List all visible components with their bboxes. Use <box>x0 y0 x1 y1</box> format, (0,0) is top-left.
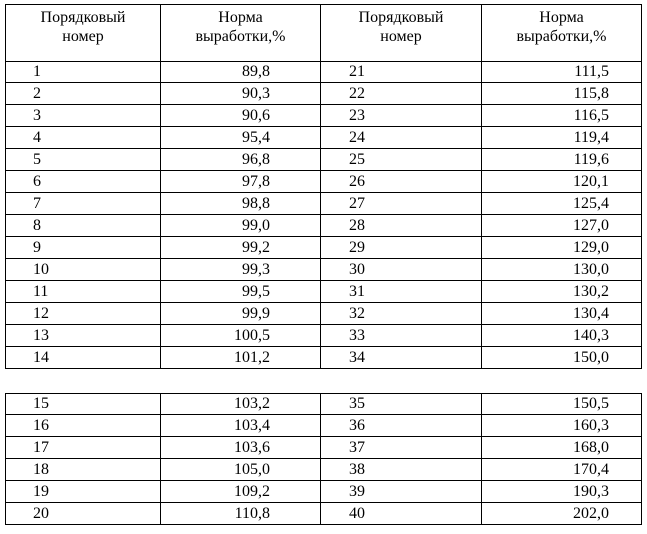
ordinal-number-cell: 26 <box>321 171 482 193</box>
output-norm-cell: 90,6 <box>161 105 321 127</box>
output-norm-cell: 99,3 <box>161 259 321 281</box>
ordinal-number-cell: 25 <box>321 149 482 171</box>
ordinal-number-cell: 16 <box>6 415 161 437</box>
ordinal-number-cell: 12 <box>6 303 161 325</box>
ordinal-number-cell: 11 <box>6 281 161 303</box>
header-ordinal-number-2: Порядковый номер <box>321 5 482 62</box>
header-output-norm-1: Норма выработки,% <box>161 5 321 62</box>
ordinal-number-cell: 39 <box>321 481 482 503</box>
output-norm-cell: 120,1 <box>482 171 642 193</box>
table-row <box>6 193 642 215</box>
ordinal-number-cell: 1 <box>6 62 161 83</box>
output-norm-cell: 168,0 <box>482 437 642 459</box>
output-norm-cell: 103,6 <box>161 437 321 459</box>
ordinal-number-cell: 13 <box>6 325 161 347</box>
ordinal-number-cell: 4 <box>6 127 161 149</box>
output-norm-cell: 150,5 <box>482 394 642 415</box>
table-row <box>6 481 642 503</box>
table-row <box>6 171 642 193</box>
output-norm-cell: 127,0 <box>482 215 642 237</box>
ordinal-number-cell: 5 <box>6 149 161 171</box>
output-norm-cell: 160,3 <box>482 415 642 437</box>
table-row <box>6 105 642 127</box>
header-output-norm-2: Норма выработки,% <box>482 5 642 62</box>
ordinal-number-cell: 9 <box>6 237 161 259</box>
table-row <box>6 503 642 525</box>
output-norm-cell: 119,4 <box>482 127 642 149</box>
output-norm-cell: 115,8 <box>482 83 642 105</box>
table-header-row <box>6 5 642 62</box>
ordinal-number-cell: 40 <box>321 503 482 525</box>
output-norm-cell: 98,8 <box>161 193 321 215</box>
output-norm-cell: 101,2 <box>161 347 321 369</box>
ordinal-number-cell: 17 <box>6 437 161 459</box>
ordinal-number-cell: 3 <box>6 105 161 127</box>
ordinal-number-cell: 6 <box>6 171 161 193</box>
table-row <box>6 215 642 237</box>
ordinal-number-cell: 7 <box>6 193 161 215</box>
output-norm-cell: 150,0 <box>482 347 642 369</box>
output-norm-cell: 125,4 <box>482 193 642 215</box>
ordinal-number-cell: 38 <box>321 459 482 481</box>
output-norm-cell: 100,5 <box>161 325 321 347</box>
ordinal-number-cell: 14 <box>6 347 161 369</box>
output-norm-cell: 99,2 <box>161 237 321 259</box>
output-norm-cell: 170,4 <box>482 459 642 481</box>
table-row <box>6 415 642 437</box>
output-norm-table-part-1 <box>5 4 642 369</box>
table-row <box>6 237 642 259</box>
output-norm-cell: 99,5 <box>161 281 321 303</box>
output-norm-table-part-2 <box>5 393 642 525</box>
output-norm-cell: 95,4 <box>161 127 321 149</box>
output-norm-cell: 103,2 <box>161 394 321 415</box>
table-row <box>6 62 642 83</box>
output-norm-cell: 103,4 <box>161 415 321 437</box>
table-row <box>6 437 642 459</box>
table-row <box>6 394 642 415</box>
ordinal-number-cell: 31 <box>321 281 482 303</box>
ordinal-number-cell: 22 <box>321 83 482 105</box>
table-row <box>6 127 642 149</box>
output-norm-cell: 129,0 <box>482 237 642 259</box>
output-norm-cell: 111,5 <box>482 62 642 83</box>
ordinal-number-cell: 37 <box>321 437 482 459</box>
output-norm-cell: 116,5 <box>482 105 642 127</box>
output-norm-cell: 110,8 <box>161 503 321 525</box>
output-norm-cell: 130,4 <box>482 303 642 325</box>
ordinal-number-cell: 2 <box>6 83 161 105</box>
ordinal-number-cell: 20 <box>6 503 161 525</box>
ordinal-number-cell: 29 <box>321 237 482 259</box>
output-norm-cell: 97,8 <box>161 171 321 193</box>
ordinal-number-cell: 18 <box>6 459 161 481</box>
table-row <box>6 347 642 369</box>
ordinal-number-cell: 21 <box>321 62 482 83</box>
ordinal-number-cell: 23 <box>321 105 482 127</box>
output-norm-cell: 96,8 <box>161 149 321 171</box>
output-norm-cell: 202,0 <box>482 503 642 525</box>
ordinal-number-cell: 24 <box>321 127 482 149</box>
output-norm-cell: 119,6 <box>482 149 642 171</box>
output-norm-cell: 105,0 <box>161 459 321 481</box>
output-norm-cell: 89,8 <box>161 62 321 83</box>
ordinal-number-cell: 15 <box>6 394 161 415</box>
ordinal-number-cell: 30 <box>321 259 482 281</box>
output-norm-cell: 109,2 <box>161 481 321 503</box>
table-row <box>6 459 642 481</box>
output-norm-cell: 140,3 <box>482 325 642 347</box>
table-row <box>6 303 642 325</box>
output-norm-cell: 190,3 <box>482 481 642 503</box>
table-row <box>6 83 642 105</box>
table-row <box>6 149 642 171</box>
ordinal-number-cell: 28 <box>321 215 482 237</box>
output-norm-cell: 130,0 <box>482 259 642 281</box>
ordinal-number-cell: 35 <box>321 394 482 415</box>
output-norm-cell: 90,3 <box>161 83 321 105</box>
output-norm-cell: 130,2 <box>482 281 642 303</box>
table-row <box>6 325 642 347</box>
ordinal-number-cell: 10 <box>6 259 161 281</box>
table-row <box>6 259 642 281</box>
ordinal-number-cell: 33 <box>321 325 482 347</box>
output-norm-cell: 99,0 <box>161 215 321 237</box>
ordinal-number-cell: 8 <box>6 215 161 237</box>
ordinal-number-cell: 32 <box>321 303 482 325</box>
ordinal-number-cell: 19 <box>6 481 161 503</box>
header-ordinal-number-1: Порядковый номер <box>6 5 161 62</box>
ordinal-number-cell: 36 <box>321 415 482 437</box>
ordinal-number-cell: 34 <box>321 347 482 369</box>
table-row <box>6 281 642 303</box>
ordinal-number-cell: 27 <box>321 193 482 215</box>
output-norm-cell: 99,9 <box>161 303 321 325</box>
